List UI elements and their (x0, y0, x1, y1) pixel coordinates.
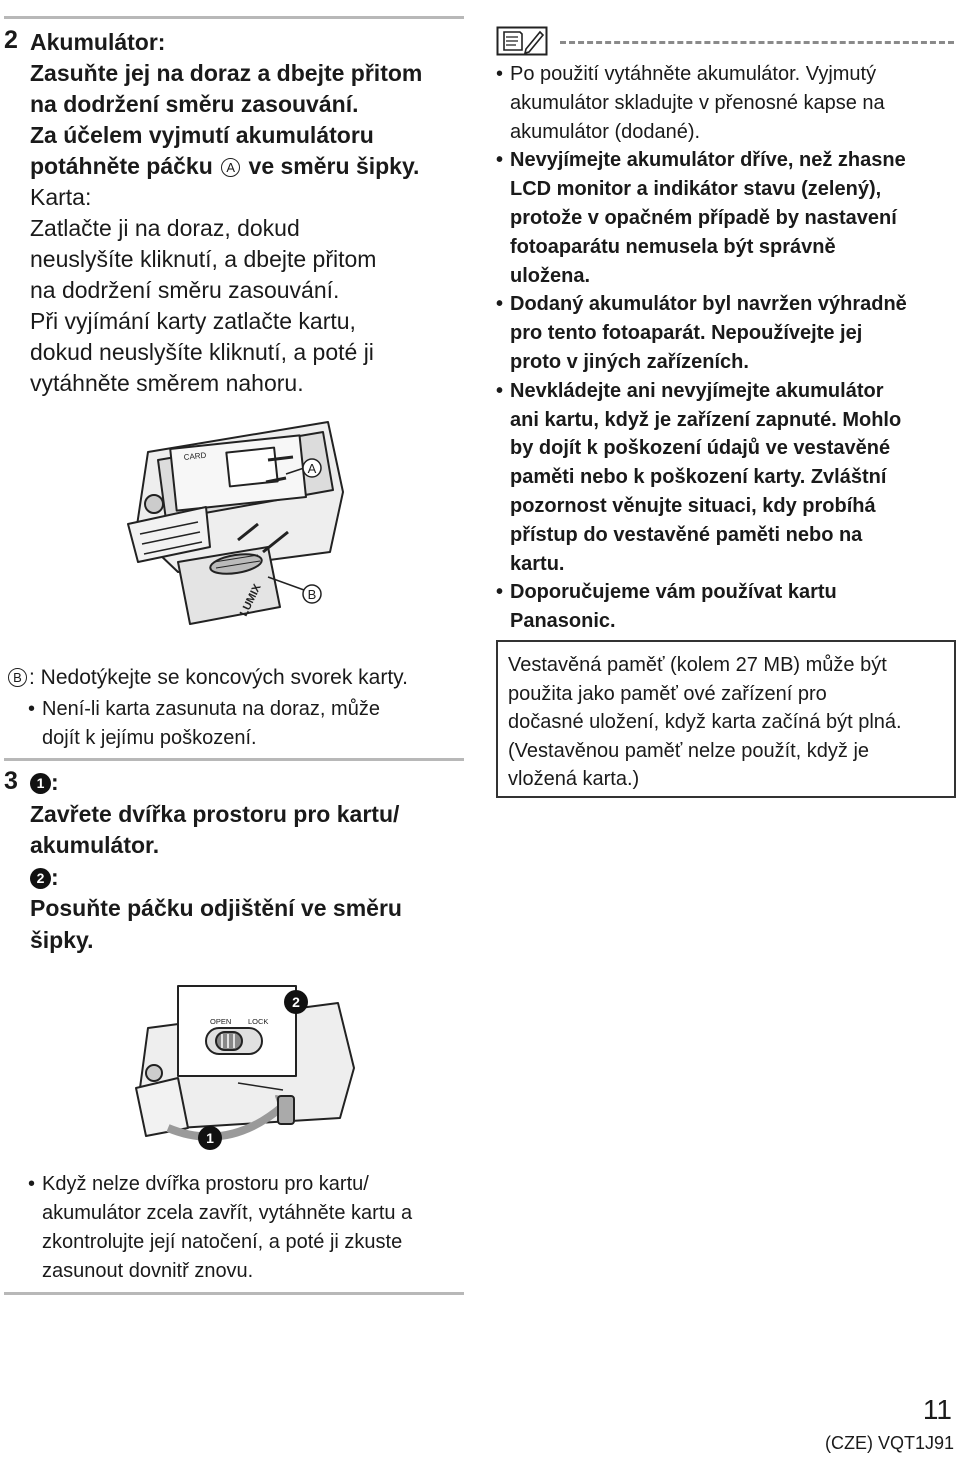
note-line: • Doporučujeme vám používat kartu (510, 581, 837, 604)
figure-marker-1: 1 (206, 1130, 214, 1146)
battery-heading: Akumulátor: (30, 29, 166, 55)
info-box-line: Vestavěná paměť (kolem 27 MB) může být (508, 654, 887, 676)
info-box-line: použita jako paměť ové zařízení pro (508, 682, 827, 705)
caption-b-note-line: • Není-li karta zasunuta na doraz, může (28, 695, 380, 724)
note-line: akumulátor (dodané). (510, 120, 701, 143)
bottom-note-line: • Když nelze dvířka prostoru pro kartu/ (28, 1170, 412, 1199)
caption-b-text: : Nedotýkejte se koncových svorek karty. (29, 666, 408, 689)
note-item (496, 60, 907, 146)
notes-dashed-rule (560, 41, 954, 44)
marker-a: A (221, 158, 240, 177)
note-line: Panasonic. (510, 610, 616, 633)
note-line: by dojít k poškození údajů ve vestavěné (510, 437, 891, 460)
page-number: 11 (922, 1394, 952, 1425)
built-in-memory-box (496, 640, 956, 798)
substep-1-line: Zavřete dvířka prostoru pro kartu/ (30, 800, 400, 827)
bottom-rule-left (4, 1292, 464, 1295)
battery-line: Zasuňte jej na doraz a dbejte přitom (30, 60, 423, 86)
note-pencil-icon (496, 26, 548, 56)
caption-b (6, 664, 408, 692)
bottom-note-line: zasunout dovnitř znovu. (42, 1260, 254, 1282)
note-line: • Nevkládejte ani nevyjímejte akumulátor (510, 379, 884, 402)
card-line: na dodržení směru zasouvání. (30, 277, 340, 303)
note-line: uložena. (510, 264, 591, 287)
marker-b: B (8, 668, 27, 687)
substep-2-line: Posuňte páčku odjištění ve směru (30, 895, 402, 921)
card-line: vytáhněte směrem nahoru. (30, 370, 304, 396)
info-box-line: dočasné uložení, když karta začíná být plná. (508, 711, 902, 733)
camera-door-close-illustration (118, 978, 358, 1153)
figure-label-a: A (307, 461, 317, 476)
figure-label-b: B (307, 587, 317, 602)
battery-line: Za účelem vyjmutí akumulátoru (30, 122, 374, 148)
note-line: protože v opačném případě by nastavení (510, 206, 897, 229)
bottom-note-line: zkontrolujte její natočení, a poté ji zkuste (42, 1231, 403, 1253)
note-line: LCD monitor a indikátor stavu (zelený), (510, 178, 882, 201)
open-label: OPEN (210, 1017, 232, 1026)
note-item (496, 377, 907, 579)
battery-line: na dodržení směru zasouvání. (30, 91, 359, 117)
black-number-2: 2 (30, 868, 51, 889)
note-line: proto v jiných zařízeních. (510, 350, 749, 373)
caption-b-note-line: dojít k jejímu poškození. (42, 727, 257, 749)
note-line: ani kartu, když je zařízení zapnuté. Mohlo (510, 408, 902, 431)
note-line: pro tento fotoaparát. Nepoužívejte jej (510, 322, 863, 345)
info-box-line: (Vestavěnou paměť nelze použít, když je (508, 739, 870, 762)
note-item (496, 578, 907, 636)
substep-2-marker: 2 : (30, 862, 402, 894)
step-3-text (30, 767, 402, 956)
divider-step3 (4, 758, 464, 761)
note-line: • Nevyjímejte akumulátor dříve, než zhasne (510, 149, 906, 172)
card-line: dokud neuslyšíte kliknutí, a poté ji (30, 339, 374, 365)
substep-2-line: šipky. (30, 926, 94, 953)
bottom-note (28, 1170, 412, 1286)
note-line: akumulátor skladujte v přenosné kapse na (510, 91, 885, 114)
caption-b-note (28, 695, 380, 753)
step-2-number: 2 (4, 26, 18, 54)
note-line: paměti nebo k poškození karty. Zvláštní (510, 466, 887, 489)
note-item (496, 146, 907, 290)
lock-label: LOCK (248, 1017, 269, 1026)
notes-list (496, 60, 907, 636)
card-line: neuslyšíte kliknutí, a dbejte přitom (30, 246, 377, 272)
card-slot-label: CARD (183, 450, 207, 462)
bottom-note-line: akumulátor zcela zavřít, vytáhněte kartu a (42, 1202, 413, 1224)
lever-line-before: potáhněte páčku (30, 153, 213, 179)
document-code: (CZE) VQT1J91 (824, 1433, 954, 1453)
info-box-line: vložená karta.) (508, 768, 640, 790)
card-heading: Karta: (30, 184, 92, 210)
note-line: kartu. (510, 552, 565, 575)
substep-1-line: akumulátor. (30, 832, 160, 858)
note-line: přístup do vestavěné paměti nebo na (510, 523, 863, 546)
brand-logo: LUMIX (237, 582, 264, 619)
step-3-number: 3 (4, 767, 18, 795)
note-item (496, 290, 907, 376)
step-2-text (30, 27, 422, 399)
camera-card-battery-illustration (118, 412, 358, 652)
note-line: • Dodaný akumulátor byl navržen výhradně (510, 293, 907, 316)
lever-line (30, 151, 422, 182)
figure-marker-2: 2 (292, 994, 300, 1010)
substep-1-marker: 1 : (30, 767, 402, 799)
card-line: Při vyjímání karty zatlačte kartu, (30, 308, 356, 334)
note-line: fotoaparátu nemusela být správně (510, 235, 836, 258)
note-line: pozornost věnujte situaci, kdy probíhá (510, 494, 876, 517)
lever-line-after: ve směru šipky. (248, 153, 420, 179)
top-rule-left (4, 16, 464, 19)
card-line: Zatlačte ji na doraz, dokud (30, 215, 300, 241)
note-line: • Po použití vytáhněte akumulátor. Vyjmutý (510, 63, 877, 85)
black-number-1: 1 (30, 773, 51, 794)
